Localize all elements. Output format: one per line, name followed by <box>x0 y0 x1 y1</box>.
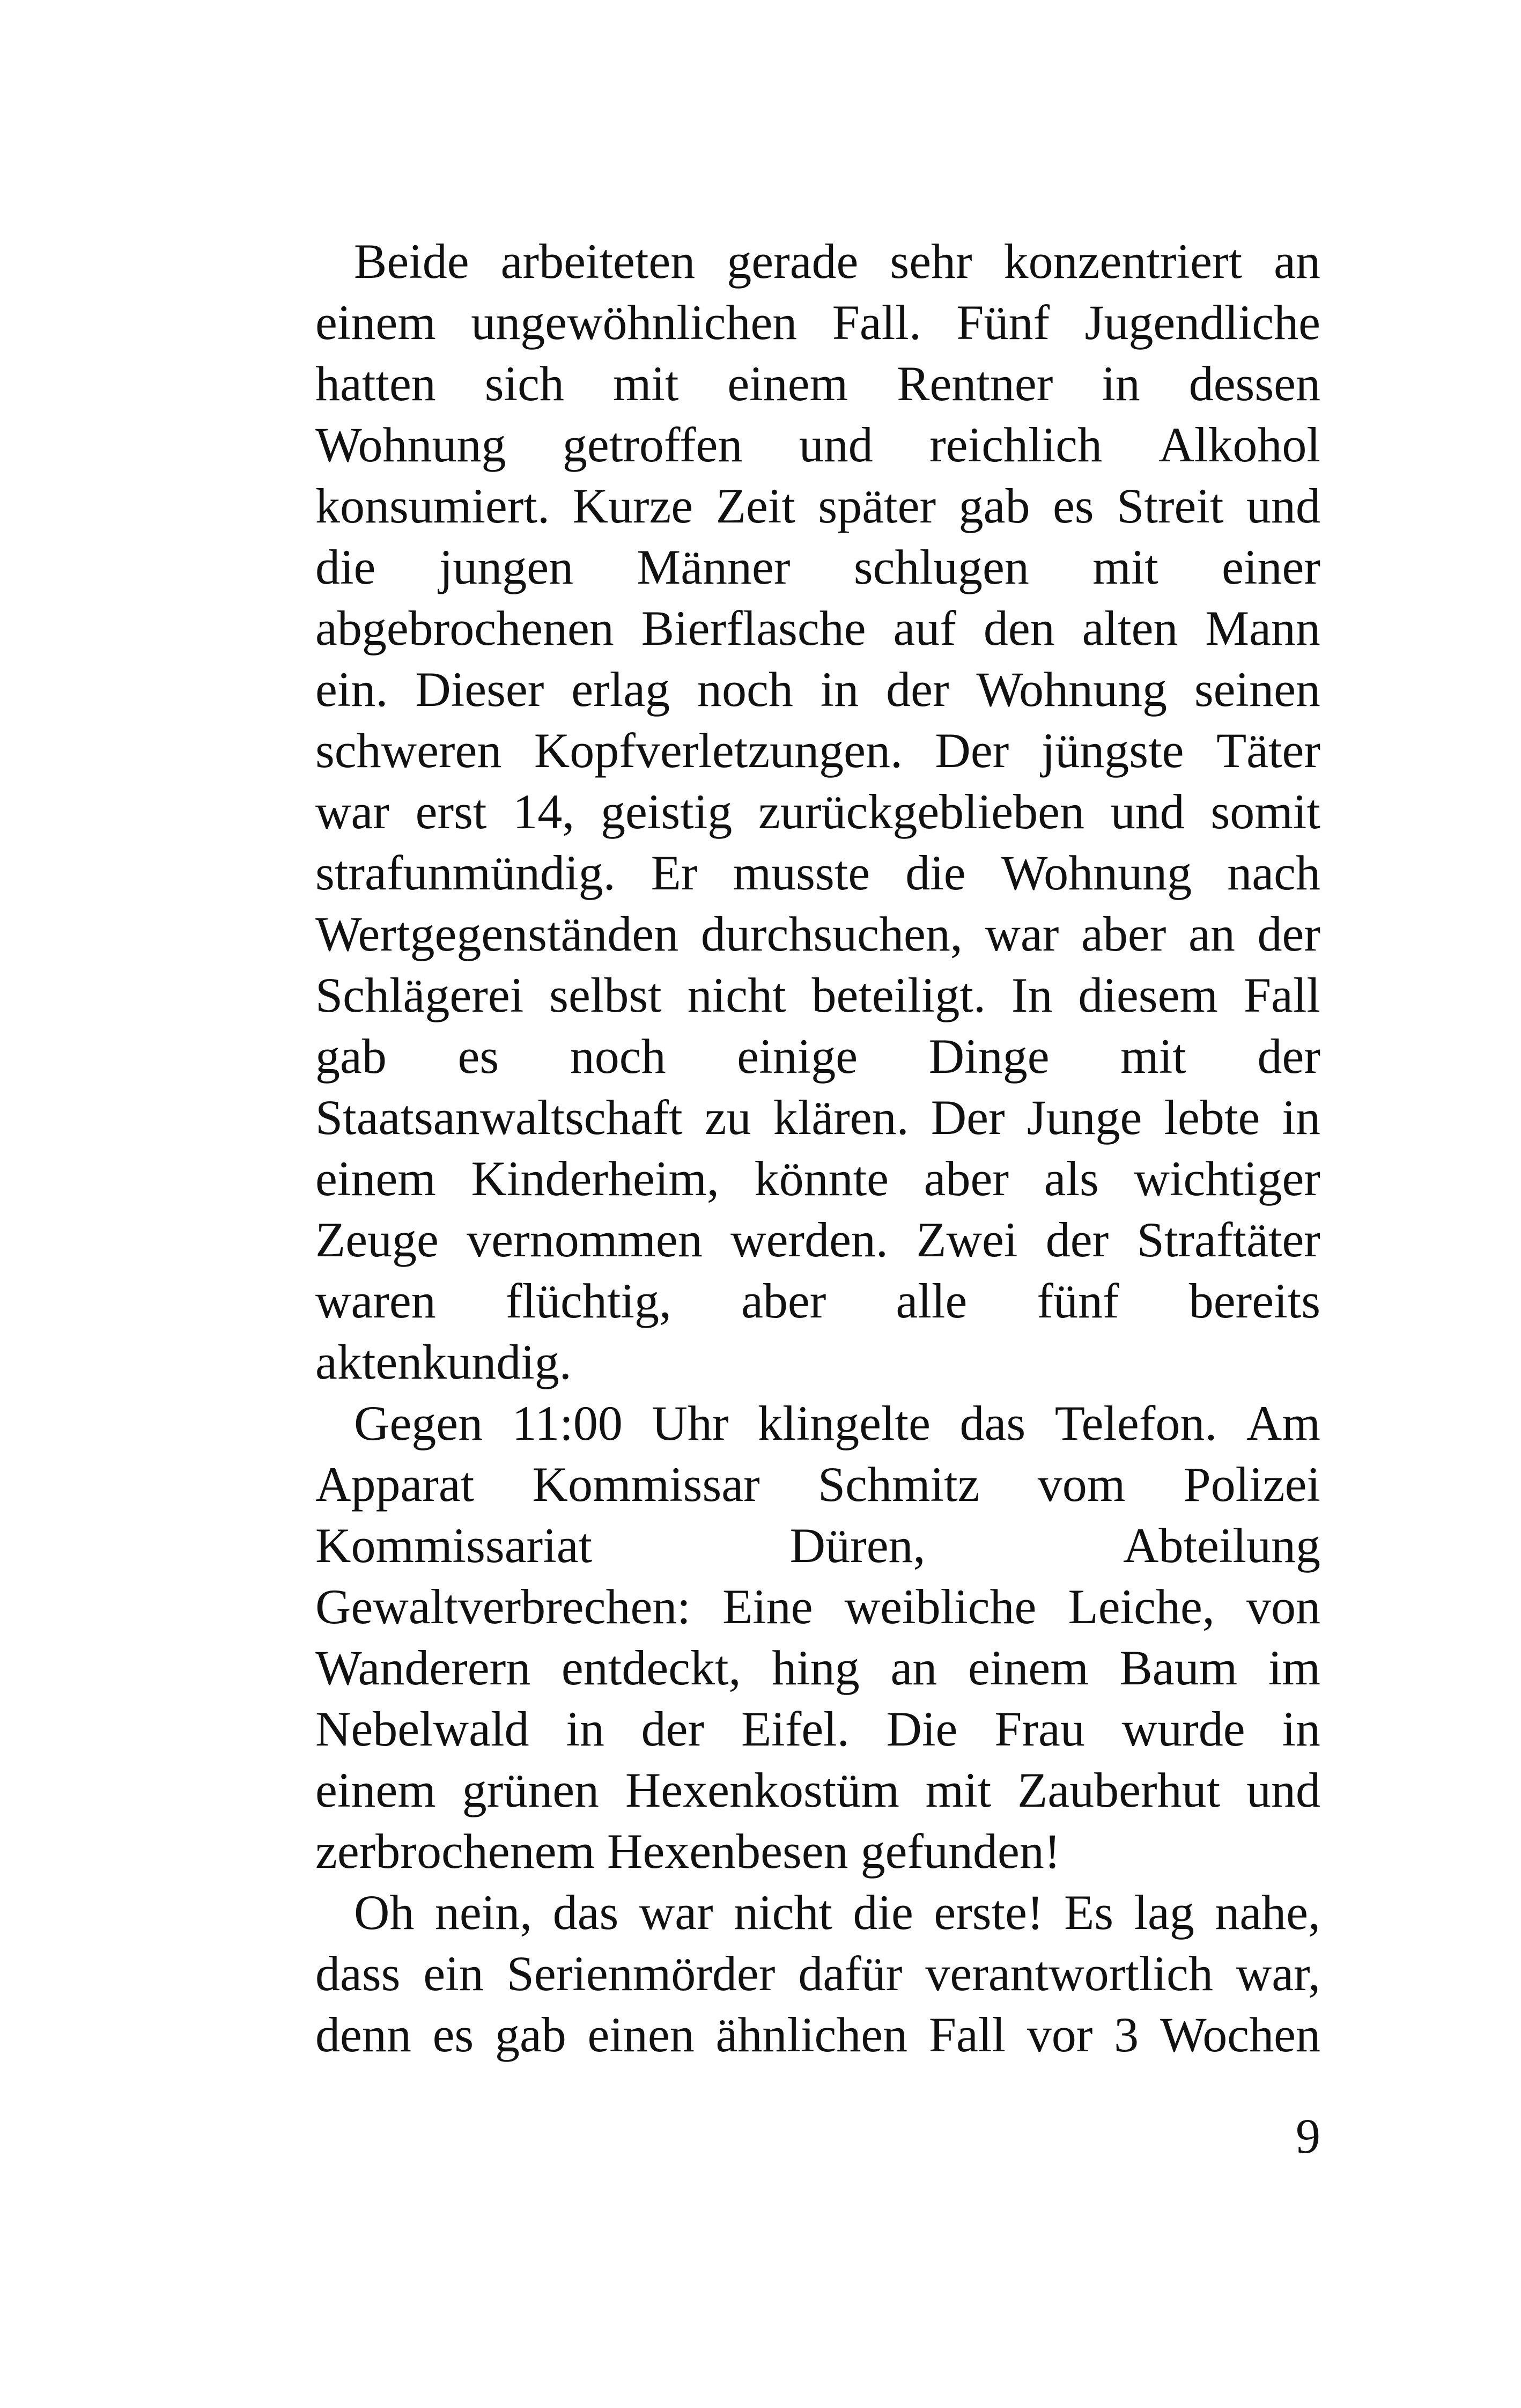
text-line: Apparat Kommissar Schmitz vom Polizei <box>315 1457 1320 1512</box>
paragraph <box>315 1882 1320 2065</box>
text-line: konsumiert. Kurze Zeit später gab es Streit und <box>315 478 1320 533</box>
text-line: strafunmündig. Er musste die Wohnung nach <box>315 845 1320 900</box>
page-number: 9 <box>1296 2109 1320 2163</box>
text-line: einem ungewöhnlichen Fall. Fünf Jugendliche <box>315 295 1320 350</box>
paragraph <box>315 1393 1320 1882</box>
text-line: Oh nein, das war nicht die erste! Es lag nahe, <box>354 1885 1320 1940</box>
text-line: Nebelwald in der Eifel. Die Frau wurde in <box>315 1702 1320 1756</box>
text-line: hatten sich mit einem Rentner in dessen <box>315 356 1320 411</box>
text-line: gab es noch einige Dinge mit der <box>315 1029 1320 1084</box>
text-line: denn es gab einen ähnlichen Fall vor 3 Wochen <box>315 2007 1320 2062</box>
text-line: war erst 14, geistig zurückgeblieben und somit <box>315 784 1320 839</box>
paragraph <box>315 231 1320 1393</box>
text-line: dass ein Serienmörder dafür verantwortlich war, <box>315 1946 1320 2001</box>
text-line: Beide arbeiteten gerade sehr konzentriert an <box>354 234 1320 289</box>
text-line: Staatsanwaltschaft zu klären. Der Junge lebte in <box>315 1090 1320 1145</box>
text-line: einem grünen Hexenkostüm mit Zauberhut und <box>315 1763 1320 1817</box>
text-line: Wertgegenständen durchsuchen, war aber an der <box>315 907 1320 961</box>
text-line: abgebrochenen Bierflasche auf den alten Mann <box>315 601 1320 656</box>
text-line: Wanderern entdeckt, hing an einem Baum im <box>315 1640 1320 1695</box>
body-text <box>315 231 1320 2065</box>
text-line: Schlägerei selbst nicht beteiligt. In diesem Fall <box>315 968 1320 1022</box>
text-line: waren flüchtig, aber alle fünf bereits <box>315 1273 1320 1328</box>
text-line: schweren Kopfverletzungen. Der jüngste Täter <box>315 723 1320 778</box>
text-line: aktenkundig. <box>315 1335 572 1389</box>
text-line: zerbrochenem Hexenbesen gefunden! <box>315 1824 1061 1879</box>
text-line: einem Kinderheim, könnte aber als wichtiger <box>315 1151 1320 1206</box>
text-line: Wohnung getroffen und reichlich Alkohol <box>315 417 1320 472</box>
text-line: ein. Dieser erlag noch in der Wohnung seinen <box>315 662 1320 717</box>
text-line: Zeuge vernommen werden. Zwei der Straftäter <box>315 1212 1320 1267</box>
text-line: Gewaltverbrechen: Eine weibliche Leiche, von <box>315 1579 1320 1634</box>
text-line: die jungen Männer schlugen mit einer <box>315 540 1320 594</box>
text-line: Gegen 11:00 Uhr klingelte das Telefon. Am <box>354 1396 1320 1450</box>
text-line: Kommissariat Düren, Abteilung <box>315 1518 1320 1573</box>
